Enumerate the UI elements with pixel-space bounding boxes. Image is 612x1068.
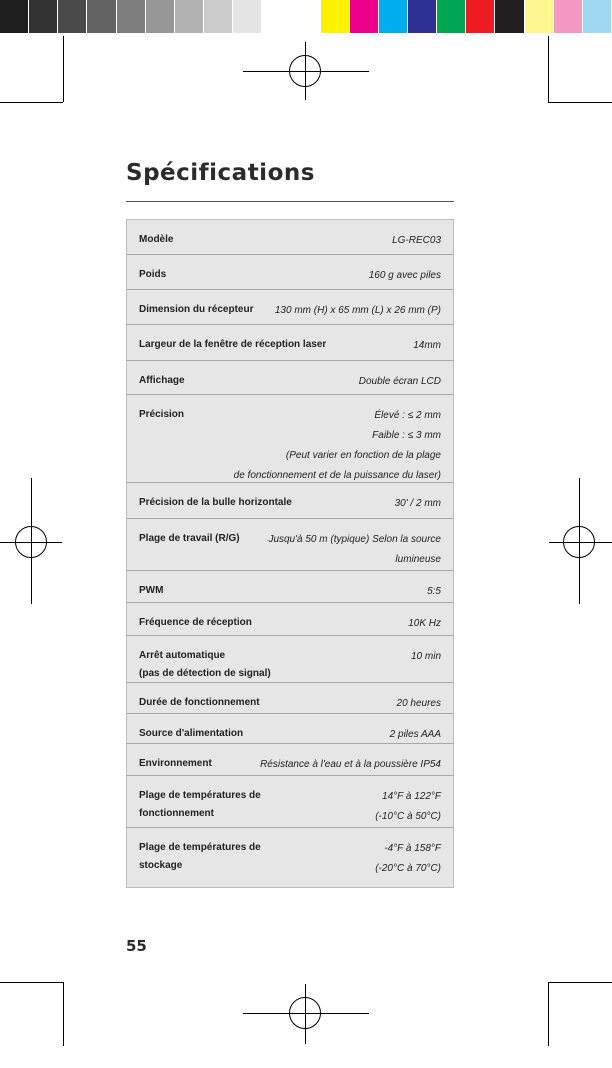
spec-row	[127, 713, 453, 743]
spec-row	[127, 775, 453, 827]
spec-value: 30' / 2 mm	[394, 498, 441, 509]
color-swatch	[233, 0, 262, 33]
spec-label: Modèle	[139, 234, 174, 245]
crop-mark-bottom-left-h	[0, 982, 63, 983]
color-swatch	[146, 0, 175, 33]
color-swatch	[117, 0, 146, 33]
spec-value: LG-REC03	[392, 235, 441, 246]
registration-right-circle	[563, 526, 595, 558]
spec-label: Plage de travail (R/G)	[139, 533, 240, 544]
spec-value: 2 piles AAA	[389, 729, 441, 740]
crop-mark-top-right-h	[548, 102, 612, 103]
color-swatch	[29, 0, 58, 33]
spec-label: Arrêt automatique (pas de détection de signal)	[139, 650, 271, 679]
spec-label: Précision	[139, 409, 185, 420]
crop-mark-top-left	[63, 36, 64, 102]
spec-label: Plage de températures de fonctionnement	[139, 790, 261, 819]
title-divider	[126, 201, 454, 202]
registration-bottom-circle	[289, 997, 321, 1029]
color-swatch	[58, 0, 87, 33]
color-swatch	[350, 0, 379, 33]
spec-row	[127, 394, 453, 482]
spec-row	[127, 254, 453, 289]
spec-row	[127, 602, 453, 635]
spec-value: 14°F à 122°F (-10°C à 50°C)	[375, 791, 441, 822]
spec-label: Affichage	[139, 375, 185, 386]
spec-label: PWM	[139, 585, 164, 596]
color-swatch	[291, 0, 320, 33]
spec-value: 160 g avec piles	[368, 270, 441, 281]
spec-label: Fréquence de réception	[139, 617, 252, 628]
spec-label: Précision de la bulle horizontale	[139, 497, 292, 508]
color-swatch	[583, 0, 612, 33]
spec-label: Dimension du récepteur	[139, 304, 254, 315]
spec-label: Environnement	[139, 758, 212, 769]
crop-mark-bottom-right	[548, 982, 549, 1046]
spec-label: Largeur de la fenêtre de réception laser	[139, 339, 327, 350]
spec-row	[127, 220, 453, 254]
spec-value: Résistance à l'eau et à la poussière IP54	[260, 759, 441, 770]
crop-mark-top-right	[548, 36, 549, 102]
color-swatch	[554, 0, 583, 33]
spec-value: Jusqu'à 50 m (typique) Selon la source lumineuse	[268, 534, 441, 565]
spec-label: Poids	[139, 269, 167, 280]
spec-value: -4°F à 158°F (-20°C à 70°C)	[375, 843, 441, 874]
color-swatch	[408, 0, 437, 33]
spec-row	[127, 289, 453, 324]
spec-value: 20 heures	[396, 698, 441, 709]
spec-label: Plage de températures de stockage	[139, 842, 261, 871]
spec-label: Source d'alimentation	[139, 728, 244, 739]
color-swatch	[87, 0, 116, 33]
crop-mark-bottom-right-h	[548, 982, 612, 983]
spec-row	[127, 635, 453, 682]
crop-mark-bottom-left	[63, 982, 64, 1046]
spec-value: 10K Hz	[408, 618, 441, 629]
registration-left-circle	[15, 526, 47, 558]
spec-row	[127, 518, 453, 570]
spec-label: Durée de fonctionnement	[139, 697, 260, 708]
color-swatch	[321, 0, 350, 33]
color-swatch	[525, 0, 554, 33]
spec-value: 10 min	[410, 651, 441, 662]
spec-value: Double écran LCD	[358, 376, 441, 387]
spec-value: Élevé : ≤ 2 mm Faible : ≤ 3 mm (Peut varier en fonction de la plage de fonctionnement et de la puissance du laser)	[233, 410, 441, 481]
spec-value: 14mm	[413, 340, 441, 351]
page-number: 55	[126, 937, 147, 955]
color-swatch	[379, 0, 408, 33]
spec-row	[127, 360, 453, 394]
spec-row	[127, 570, 453, 602]
color-calibration-bar	[0, 0, 612, 34]
spec-row	[127, 682, 453, 713]
page-title: Spécifications	[126, 160, 315, 186]
spec-row	[127, 324, 453, 360]
color-swatch	[175, 0, 204, 33]
color-swatch	[204, 0, 233, 33]
color-swatch	[466, 0, 495, 33]
spec-value: 130 mm (H) x 65 mm (L) x 26 mm (P)	[274, 305, 441, 316]
specifications-table	[126, 219, 454, 888]
spec-row	[127, 743, 453, 775]
color-swatch	[437, 0, 466, 33]
registration-top-circle	[289, 55, 321, 87]
color-swatch	[495, 0, 524, 33]
color-swatch	[0, 0, 29, 33]
spec-row	[127, 827, 453, 879]
spec-row	[127, 482, 453, 518]
spec-value: 5:5	[427, 586, 441, 597]
crop-mark-top-left-h	[0, 102, 63, 103]
color-swatch	[262, 0, 291, 33]
